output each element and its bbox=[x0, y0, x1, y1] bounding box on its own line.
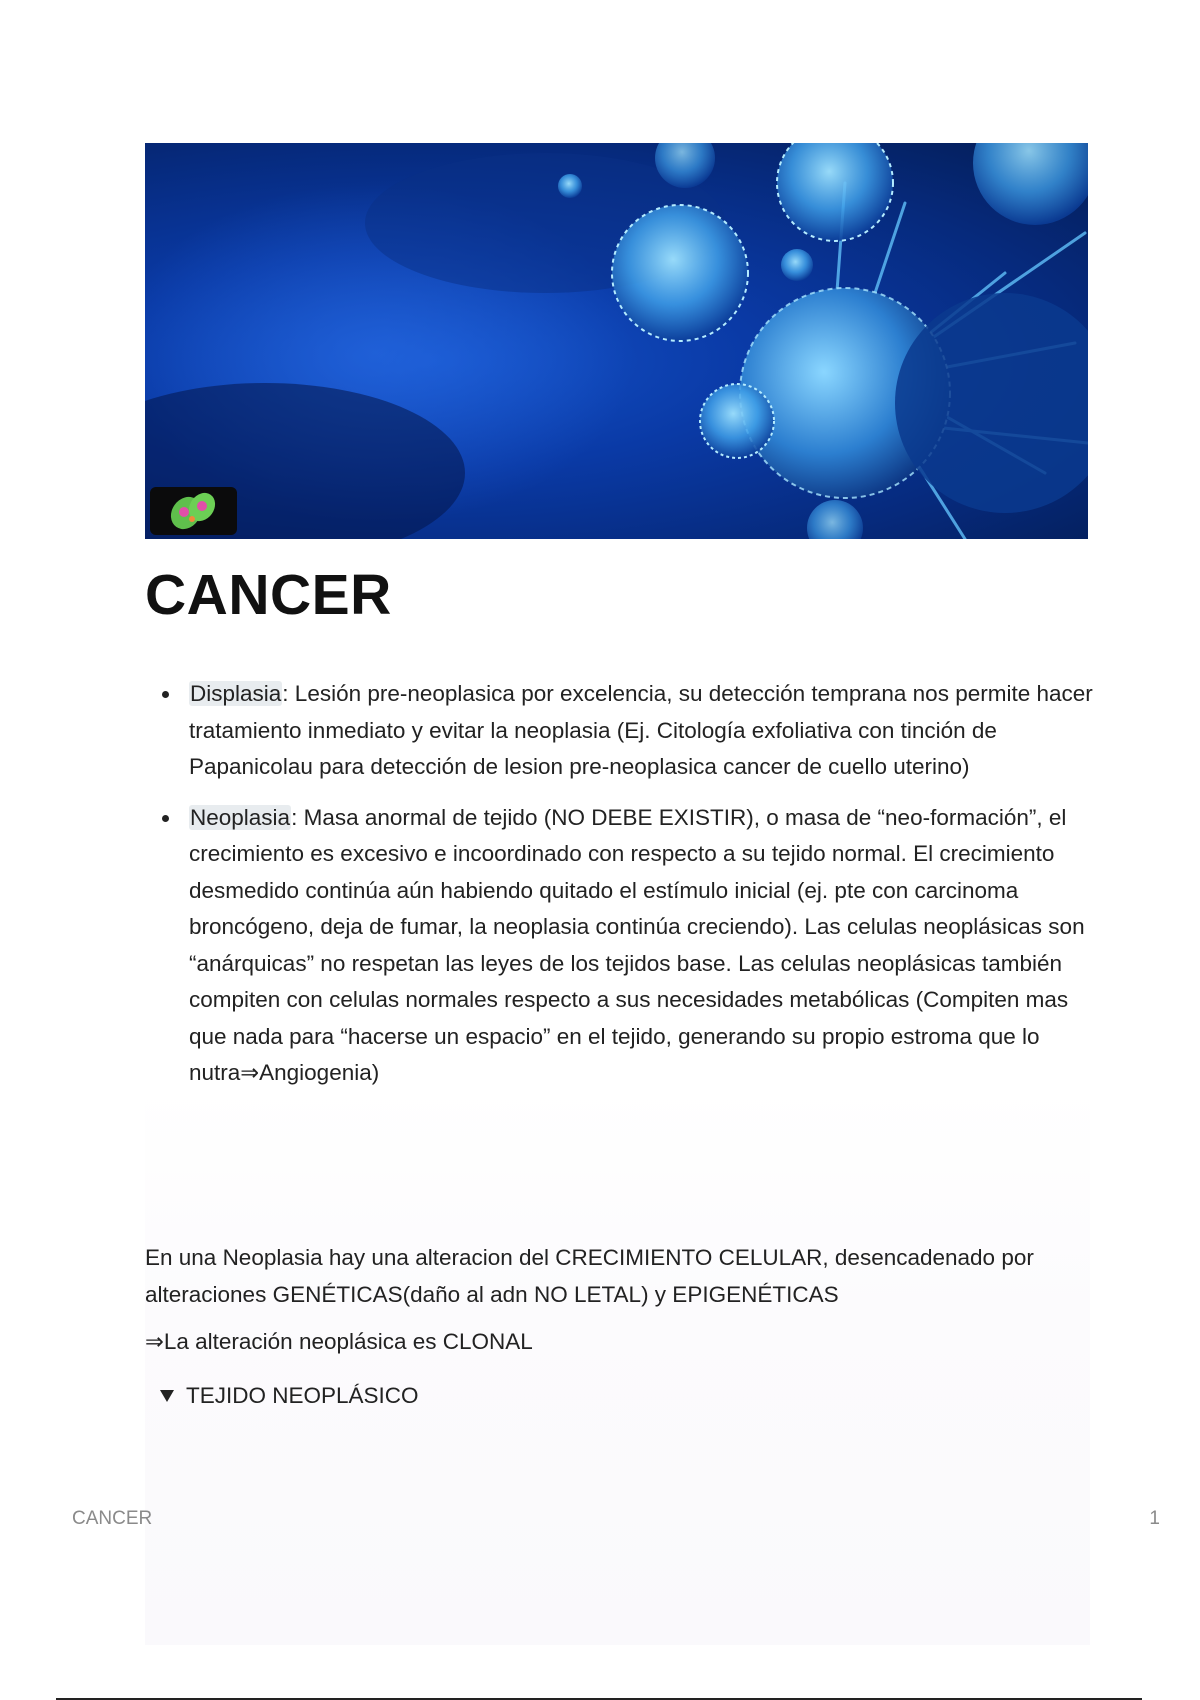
definition-list bbox=[145, 676, 1095, 1106]
term-neoplasia: Neoplasia bbox=[190, 804, 291, 830]
cell-division-icon bbox=[150, 487, 237, 535]
page-title: CANCER bbox=[145, 563, 392, 627]
clonal-conclusion: ⇒La alteración neoplásica es CLONAL bbox=[145, 1329, 533, 1354]
page-background-shade bbox=[145, 1085, 1090, 1645]
definition-neoplasia: : Masa anormal de tejido (NO DEBE EXISTIR), o masa de “neo-formación”, el crecimiento es excesivo e incoordinado con respecto a su tejido normal. El crecimiento desmedido continúa aún habiendo quitado el estímulo inicial (ej. pte con carcinoma broncógeno, deja de fumar, la neoplasia continúa creciendo). Las celulas neoplásicas son “anárquicas” no respetan las leyes de los tejidos base. Las celulas neoplásicas también compiten con celulas normales respecto a sus necesidades metabólicas (Compiten mas que nada para “hacerse un espacio” en el tejido, generando su propio estroma que lo nutra⇒Angiogenia) bbox=[189, 804, 1085, 1085]
term-displasia: Displasia bbox=[190, 681, 282, 706]
bullet-displasia bbox=[145, 676, 1095, 786]
page-icon[interactable] bbox=[150, 487, 237, 535]
neoplasia-paragraph: En una Neoplasia hay una alteracion del CRECIMIENTO CELULAR, desencadenado por alteraciones GENÉTICAS(daño al adn NO LETAL) y EPIGENÉTICAS bbox=[145, 1245, 1034, 1307]
bullet-neoplasia bbox=[145, 800, 1095, 1092]
toggle-label: TEJIDO NEOPLÁSICO bbox=[186, 1383, 419, 1408]
toggle-tejido-neoplasico[interactable] bbox=[160, 1378, 419, 1414]
cancer-cells-illustration bbox=[145, 143, 1088, 539]
definition-displasia: : Lesión pre-neoplasica por excelencia, su detección temprana nos permite hacer tratamiento inmediato y evitar la neoplasia (Ej. Citología exfoliativa con tinción de Papanicolau para detección de lesion pre-neoplasica cancer de cuello uterino) bbox=[189, 681, 1093, 779]
cover-image bbox=[145, 143, 1088, 539]
footer-title: CANCER bbox=[72, 1508, 153, 1529]
toggle-triangle-icon[interactable] bbox=[160, 1390, 174, 1402]
page-number: 1 bbox=[1149, 1508, 1160, 1529]
